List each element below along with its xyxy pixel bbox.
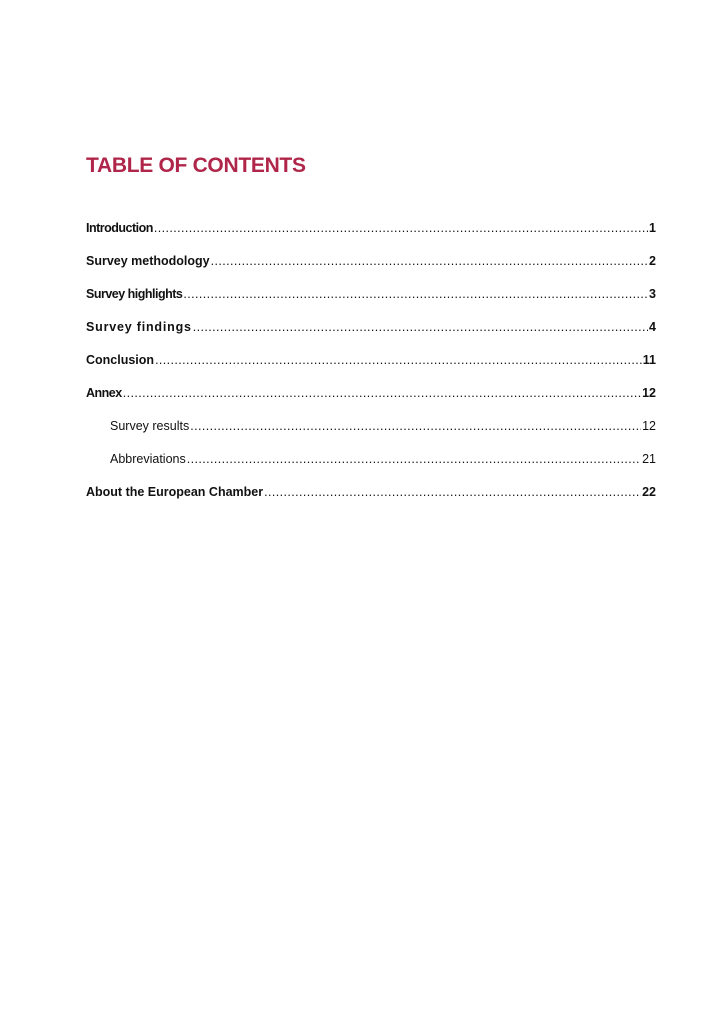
- toc-entry-survey-results[interactable]: [86, 417, 656, 450]
- toc-entry-page-number: 12: [642, 419, 656, 433]
- toc-entry-page-number: 21: [642, 452, 656, 466]
- toc-dot-leader: [187, 450, 641, 468]
- toc-entry-about-european-chamber[interactable]: [86, 483, 656, 516]
- toc-list: [86, 219, 656, 516]
- toc-entry-label: Survey findings: [86, 320, 192, 334]
- toc-entry-page-number: 2: [649, 254, 656, 268]
- toc-dot-leader: [264, 483, 641, 501]
- toc-entry-label: Abbreviations: [110, 452, 186, 466]
- toc-entry-page-number: 1: [649, 221, 656, 235]
- toc-dot-leader: [123, 384, 641, 402]
- toc-entry-page-number: 3: [649, 287, 656, 301]
- toc-entry-introduction[interactable]: [86, 219, 656, 252]
- toc-dot-leader: [154, 219, 648, 237]
- toc-entry-abbreviations[interactable]: [86, 450, 656, 483]
- toc-entry-label: Survey results: [110, 419, 190, 433]
- toc-entry-label: Conclusion: [86, 353, 155, 367]
- toc-dot-leader: [211, 252, 648, 270]
- toc-entry-survey-highlights[interactable]: [86, 285, 656, 318]
- toc-title: TABLE OF CONTENTS: [86, 154, 306, 177]
- toc-entry-page-number: 22: [642, 485, 656, 499]
- toc-entry-label: Annex: [86, 386, 122, 400]
- toc-entry-conclusion[interactable]: [86, 351, 656, 384]
- toc-entry-page-number: 4: [649, 320, 656, 334]
- toc-dot-leader: [183, 285, 648, 303]
- toc-entry-label: About the European Chamber: [86, 485, 264, 499]
- toc-entry-survey-findings[interactable]: [86, 318, 656, 351]
- toc-dot-leader: [190, 417, 641, 435]
- toc-entry-annex[interactable]: [86, 384, 656, 417]
- toc-entry-label: Introduction: [86, 221, 153, 235]
- toc-entry-page-number: 11: [642, 353, 656, 367]
- toc-dot-leader: [193, 318, 648, 336]
- toc-entry-label: Survey highlights: [86, 287, 183, 301]
- toc-entry-survey-methodology[interactable]: [86, 252, 656, 285]
- toc-entry-label: Survey methodology: [86, 254, 210, 268]
- toc-dot-leader: [155, 351, 642, 369]
- toc-entry-page-number: 12: [642, 386, 656, 400]
